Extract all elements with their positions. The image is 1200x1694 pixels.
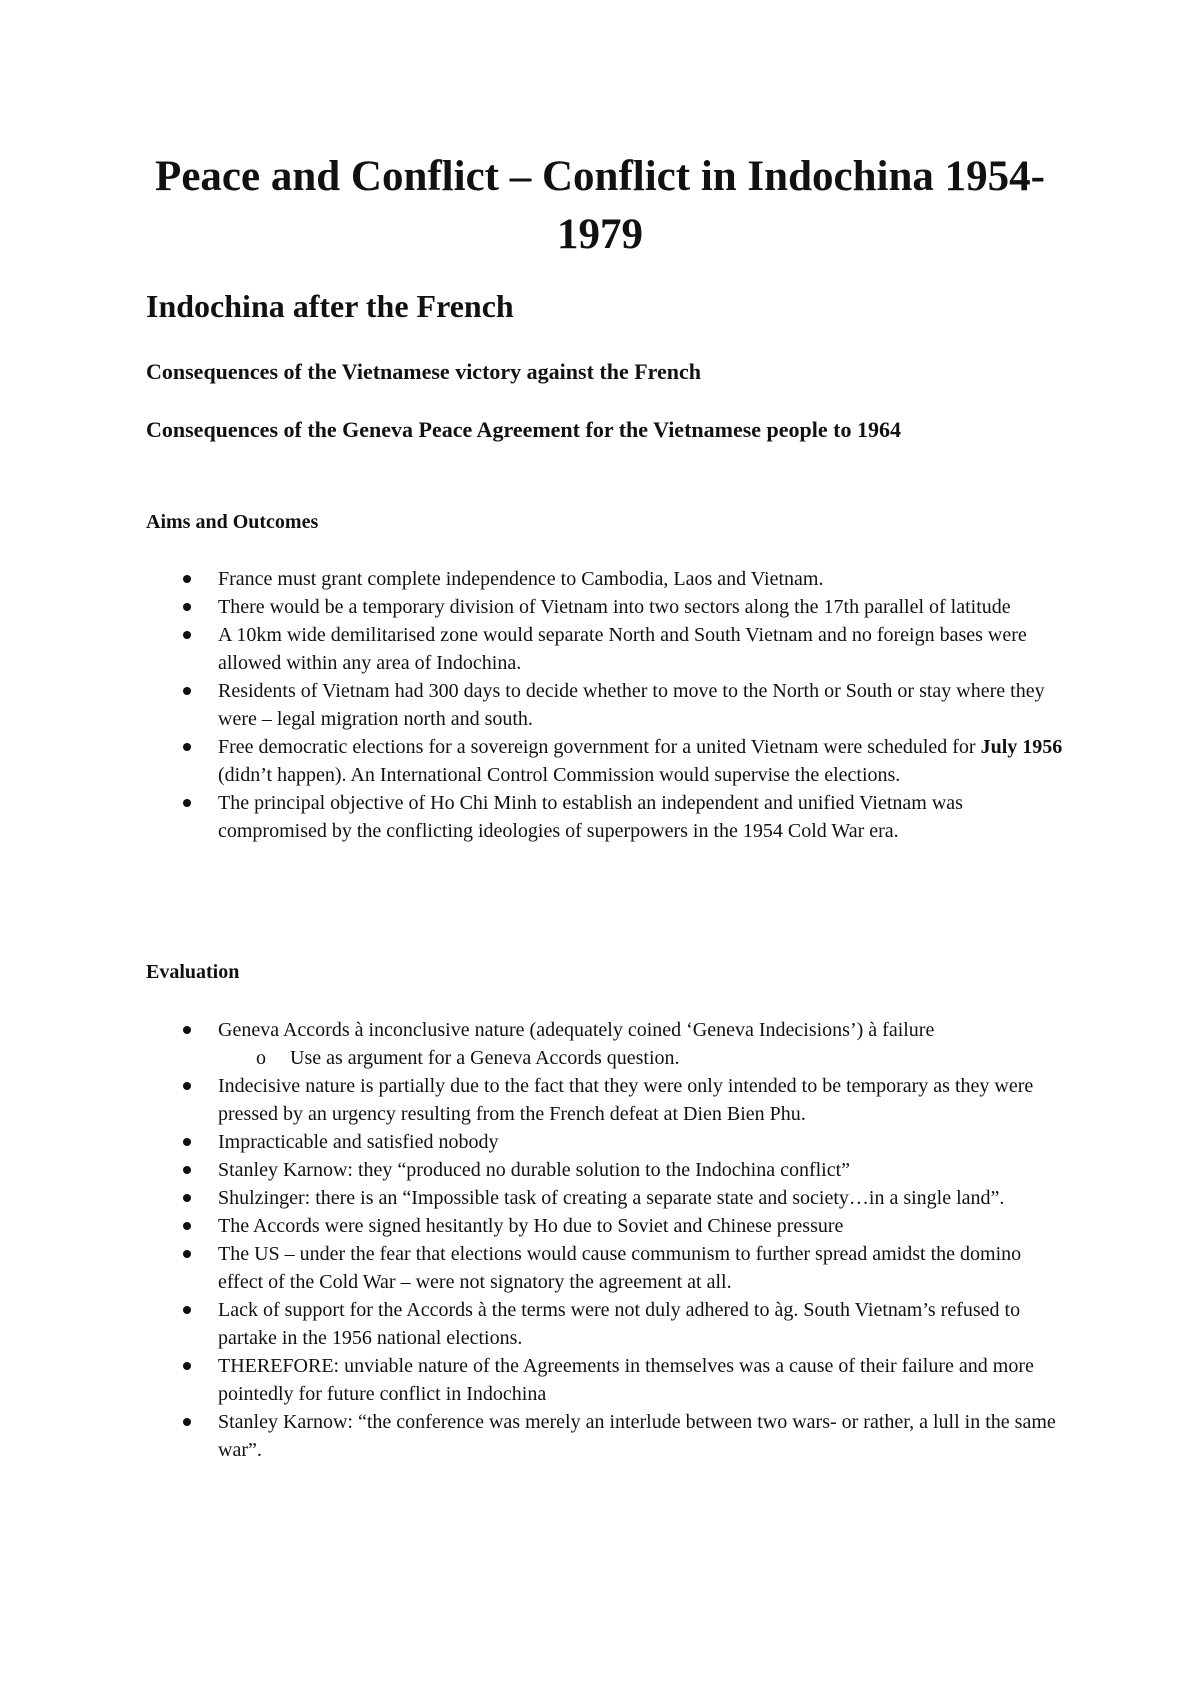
bullet-icon — [183, 1362, 191, 1370]
list-item-text: Indecisive nature is partially due to the fact that they were only intended to be temporary as they were pressed by an urgency resulting from the French defeat at Dien Bien Phu. — [218, 1075, 1034, 1125]
bullet-icon — [183, 1082, 191, 1090]
section-heading-indochina: Indochina after the French — [146, 288, 514, 324]
subheading-consequences-victory: Consequences of the Vietnamese victory against the French — [146, 359, 702, 384]
list-item-text: France must grant complete independence to Cambodia, Laos and Vietnam. — [218, 568, 824, 590]
bullet-icon — [183, 1194, 191, 1202]
list-item-text-part: Free democratic elections for a sovereign government for a united Vietnam were scheduled for — [218, 736, 981, 758]
list-item — [146, 733, 1066, 789]
list-item-text: Stanley Karnow: they “produced no durable solution to the Indochina conflict” — [218, 1159, 851, 1181]
list-item-text: Impracticable and satisfied nobody — [218, 1131, 499, 1153]
evaluation-heading: Evaluation — [146, 961, 240, 983]
list-item-text: Residents of Vietnam had 300 days to decide whether to move to the North or South or stay where they were – legal migration north and south. — [218, 680, 1045, 730]
evaluation-list — [146, 1016, 1066, 1464]
list-item — [146, 1352, 1066, 1408]
bullet-icon — [183, 1222, 191, 1230]
subheading-consequences-geneva: Consequences of the Geneva Peace Agreement for the Vietnamese people to 1964 — [146, 417, 901, 442]
list-item-text: The US – under the fear that elections would cause communism to further spread amidst the domino effect of the Cold War – were not signatory the agreement at all. — [218, 1243, 1022, 1293]
list-item — [146, 1016, 1066, 1044]
list-item — [146, 1240, 1066, 1296]
list-item-text: Lack of support for the Accords à the terms were not duly adhered to àg. South Vietnam’s refused to partake in the 1956 national elections. — [218, 1299, 1021, 1349]
list-item — [146, 565, 1066, 593]
list-item — [146, 1408, 1066, 1464]
aims-heading: Aims and Outcomes — [146, 511, 319, 533]
bullet-icon — [183, 1026, 191, 1034]
bullet-icon — [183, 687, 191, 695]
list-item-text: Shulzinger: there is an “Impossible task of creating a separate state and society…in a single land”. — [218, 1187, 1005, 1209]
list-item — [146, 621, 1066, 677]
bullet-icon — [183, 743, 191, 751]
list-item-text: THEREFORE: unviable nature of the Agreements in themselves was a cause of their failure and more pointedly for future conflict in Indochina — [218, 1355, 1034, 1405]
bullet-icon — [183, 1138, 191, 1146]
list-item — [146, 1156, 1066, 1184]
bold-date: July 1956 — [980, 736, 1063, 758]
bullet-icon — [183, 1166, 191, 1174]
list-item-text: There would be a temporary division of Vietnam into two sectors along the 17th parallel of latitude — [218, 596, 1011, 618]
list-item-text: The Accords were signed hesitantly by Ho due to Soviet and Chinese pressure — [218, 1215, 844, 1237]
page-title: Peace and Conflict – Conflict in Indochina 1954-1979 — [155, 153, 1045, 258]
list-item — [146, 1212, 1066, 1240]
bullet-icon — [183, 575, 191, 583]
bullet-icon — [183, 603, 191, 611]
bullet-icon — [183, 1306, 191, 1314]
list-item — [146, 1184, 1066, 1212]
aims-list — [146, 565, 1066, 845]
list-item-text-part: (didn’t happen). An International Control Commission would supervise the elections. — [218, 764, 901, 786]
list-item — [146, 593, 1066, 621]
bullet-icon — [183, 1418, 191, 1426]
sub-bullet-marker: o — [256, 1047, 266, 1069]
bullet-icon — [183, 799, 191, 807]
list-subitem — [146, 1044, 1066, 1072]
bullet-icon — [183, 631, 191, 639]
list-item — [146, 1072, 1066, 1128]
list-item-text: The principal objective of Ho Chi Minh to establish an independent and unified Vietnam was compromised by the conflicting ideologies of superpowers in the 1954 Cold War era. — [218, 792, 963, 842]
list-item — [146, 677, 1066, 733]
list-item-text: Stanley Karnow: “the conference was merely an interlude between two wars- or rather, a lull in the same war”. — [218, 1411, 1056, 1461]
list-item-text: A 10km wide demilitarised zone would separate North and South Vietnam and no foreign bases were allowed within any area of Indochina. — [218, 624, 1027, 674]
list-item — [146, 1128, 1066, 1156]
list-item-text — [218, 736, 1062, 786]
list-item-text: Geneva Accords à inconclusive nature (adequately coined ‘Geneva Indecisions’) à failure — [218, 1019, 935, 1041]
list-item — [146, 1296, 1066, 1352]
bullet-icon — [183, 1250, 191, 1258]
list-subitem-text: Use as argument for a Geneva Accords question. — [290, 1047, 680, 1069]
list-item — [146, 789, 1066, 845]
